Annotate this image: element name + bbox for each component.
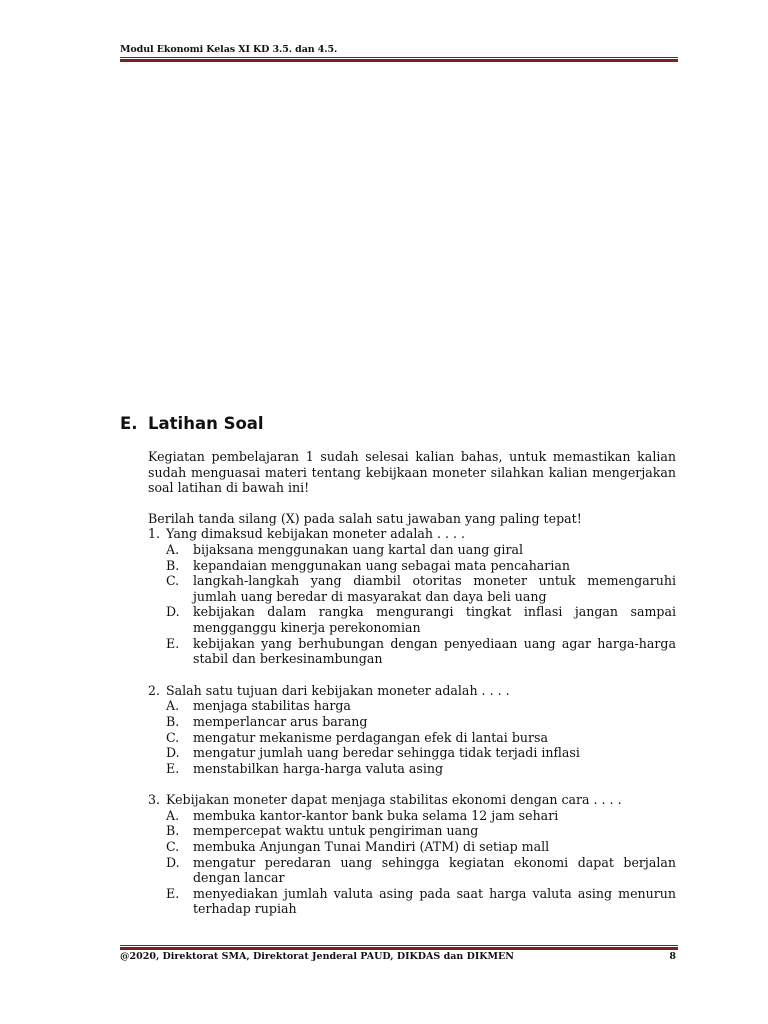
section-heading [120,414,264,433]
question-3 [148,792,676,917]
option-text: bijaksana menggunakan uang kartal dan uang giral [193,541,524,557]
option-text: kebijakan yang berhubungan dengan penyediaan uang agar harga-harga stabil dan berkesinambungan [193,635,676,667]
section-title: Latihan Soal [148,414,264,433]
answer-option[interactable] [148,823,676,839]
option-letter: E. [166,885,180,901]
answer-option[interactable] [148,698,676,714]
option-text: menjaga stabilitas harga [193,698,351,714]
question-text: Salah satu tujuan dari kebijakan moneter adalah . . . . [166,682,510,698]
option-text: menyediakan jumlah valuta asing pada saat harga valuta asing menurun terhadap rupiah [193,885,676,917]
answer-option[interactable] [148,886,676,917]
option-letter: D. [166,854,180,870]
section-letter: E. [120,414,138,433]
option-letter: C. [166,573,180,589]
option-letter: C. [166,729,180,745]
header-rule-thick [120,59,678,62]
option-letter: A. [166,541,180,557]
question-number: 3. [148,792,161,808]
answer-option[interactable] [148,558,676,574]
intro-paragraph: Kegiatan pembelajaran 1 sudah selesai kalian bahas, untuk memastikan kalian sudah menguasai materi tentang kebijkaan moneter silahkan kalian mengerjakan soal latihan di bawah ini! [148,449,676,496]
running-header: Modul Ekonomi Kelas XI KD 3.5. dan 4.5. [120,44,338,55]
option-text: menstabilkan harga-harga valuta asing [193,760,444,776]
question-1 [148,526,676,666]
option-text: mengatur mekanisme perdagangan efek di lantai bursa [193,729,548,745]
question-number: 1. [148,526,161,542]
option-text: kepandaian menggunakan uang sebagai mata pencaharian [193,557,570,573]
option-letter: B. [166,557,180,573]
option-letter: B. [166,823,180,839]
answer-option[interactable] [148,573,676,604]
option-text: langkah-langkah yang diambil otoritas moneter untuk memengaruhi jumlah uang beredar di masyarakat dan daya beli uang [193,573,676,604]
page-number: 8 [669,951,676,962]
option-text: membuka Anjungan Tunai Mandiri (ATM) di setiap mall [193,839,550,855]
answer-option[interactable] [148,761,676,777]
question-text: Kebijakan moneter dapat menjaga stabilitas ekonomi dengan cara . . . . [166,792,622,808]
option-text: kebijakan dalam rangka mengurangi tingkat inflasi jangan sampai mengganggu kinerja perekonomian [193,604,676,635]
question-number: 2. [148,682,161,698]
footer-rule-thin [120,945,678,946]
option-letter: B. [166,713,180,729]
answer-options [148,542,676,667]
answer-option[interactable] [148,808,676,824]
answer-options [148,808,676,917]
option-text: membuka kantor-kantor bank buka selama 12 jam sehari [193,807,559,823]
answer-option[interactable] [148,839,676,855]
option-letter: D. [166,604,180,620]
option-letter: A. [166,807,180,823]
answer-option[interactable] [148,730,676,746]
question-text: Yang dimaksud kebijakan moneter adalah . . . . [166,526,466,542]
option-text: mengatur peredaran uang sehingga kegiatan ekonomi dapat berjalan dengan lancar [193,854,676,886]
answer-option[interactable] [148,636,676,667]
option-letter: A. [166,698,180,714]
answer-option[interactable] [148,855,676,886]
question-2 [148,683,676,777]
header-rule-thin [120,57,678,58]
answer-option[interactable] [148,745,676,761]
option-letter: C. [166,839,180,855]
option-letter: E. [166,760,180,776]
option-letter: E. [166,635,180,651]
instruction-text: Berilah tanda silang (X) pada salah satu jawaban yang paling tepat! [148,510,582,526]
answer-options [148,698,676,776]
footer-copyright: @2020, Direktorat SMA, Direktorat Jenderal PAUD, DIKDAS dan DIKMEN [120,951,514,962]
option-letter: D. [166,745,180,761]
answer-option[interactable] [148,604,676,635]
footer-rule-thick [120,947,678,950]
section-content [148,449,676,917]
answer-option[interactable] [148,714,676,730]
answer-option[interactable] [148,542,676,558]
option-text: memperlancar arus barang [193,713,368,729]
option-text: mengatur jumlah uang beredar sehingga tidak terjadi inflasi [193,745,580,761]
option-text: mempercepat waktu untuk pengiriman uang [193,823,479,839]
